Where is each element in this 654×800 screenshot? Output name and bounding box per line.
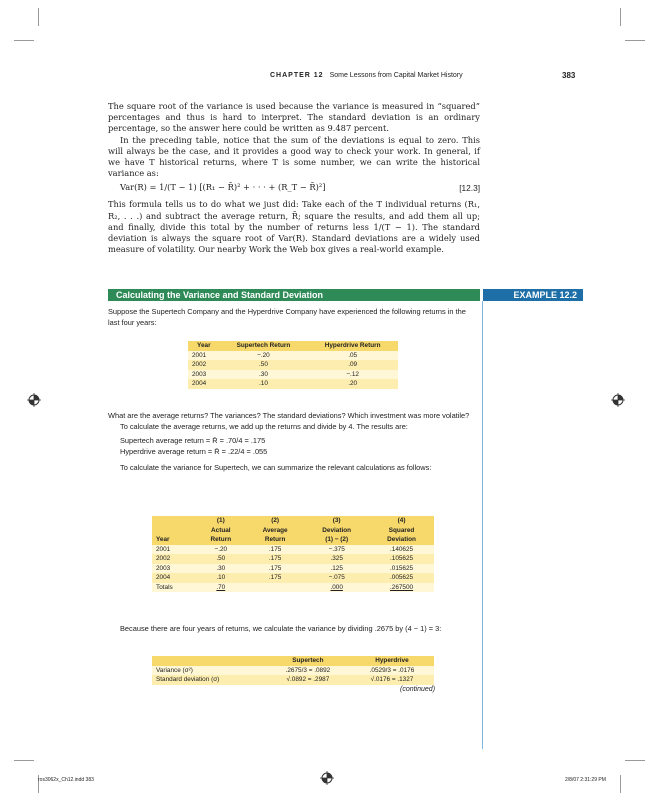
table-row bbox=[152, 573, 434, 583]
cell: .325 bbox=[330, 555, 343, 563]
cell: .05 bbox=[348, 351, 358, 359]
column-header: Supertech Return bbox=[236, 342, 291, 350]
table-header-row bbox=[188, 341, 398, 351]
cell: .175 bbox=[268, 555, 282, 563]
cell: 2003 bbox=[192, 370, 207, 378]
cell: .30 bbox=[216, 564, 226, 572]
paragraph: This formula tells us to do what we just did: Take each of the T individual returns (R₁, R₂, . . .) and subtract the average return, R̄; square the results, and add them all up; and finally, divide this total by the number of returns less 1/(T − 1). The standard deviation is always the square root of Var(R). Standard deviations are a widely used measure of volatility. Our nearby Work the Web box gives a real-world example. bbox=[108, 199, 480, 255]
cell: −.375 bbox=[328, 545, 345, 553]
cell: .50 bbox=[259, 361, 268, 369]
registration-mark-icon bbox=[320, 771, 334, 785]
cell: .70 bbox=[216, 583, 226, 591]
cell: .20 bbox=[348, 380, 358, 388]
paragraph: In the preceding table, notice that the sum of the deviations is equal to zero. This will always be the case, and it provides a good way to check your work. In general, if we have T historical returns, where T is some number, we can write the historical variance as: bbox=[108, 134, 480, 179]
example-question bbox=[108, 411, 476, 474]
column-header: Hyperdrive bbox=[375, 657, 409, 665]
formula-text: Var(R) = 1/(T − 1) [(R₁ − R̄)² + · · · + (R_T − R̄)²] bbox=[120, 182, 326, 193]
paragraph: What are the average returns? The variances? The standard deviations? Which investment was more volatile? bbox=[108, 411, 470, 420]
table-header-row bbox=[152, 535, 434, 545]
column-header: Year bbox=[156, 536, 170, 544]
continued-note: (continued) bbox=[400, 686, 436, 693]
timestamp-slug: 2/8/07 2:31:29 PM bbox=[565, 777, 606, 783]
table-row bbox=[188, 379, 398, 389]
cell: .30 bbox=[259, 370, 268, 378]
column-number: (2) bbox=[271, 517, 280, 525]
cell: .10 bbox=[216, 574, 226, 582]
page-number: 383 bbox=[562, 71, 576, 80]
file-slug: ros3062x_Ch12.indd 383 bbox=[38, 777, 94, 783]
crop-mark bbox=[625, 40, 645, 41]
crop-mark bbox=[14, 760, 34, 761]
cell: √.0176 = .1327 bbox=[370, 676, 414, 684]
cell: 2001 bbox=[156, 545, 171, 553]
example-label: EXAMPLE 12.2 bbox=[483, 289, 583, 301]
cell: .175 bbox=[268, 545, 282, 553]
table-header-row bbox=[152, 526, 434, 536]
cell: .125 bbox=[330, 564, 343, 572]
table-header-row bbox=[152, 516, 434, 526]
cell: .140625 bbox=[389, 545, 414, 553]
table-row bbox=[152, 675, 434, 685]
cell: .10 bbox=[259, 380, 268, 388]
table-row bbox=[152, 564, 434, 574]
cell: 2002 bbox=[156, 555, 171, 563]
column-header: Actual bbox=[211, 526, 231, 534]
body-text bbox=[108, 101, 480, 255]
cell: 2001 bbox=[192, 351, 207, 359]
table-row bbox=[188, 370, 398, 380]
column-header: (1) − (2) bbox=[325, 536, 349, 544]
table-row bbox=[152, 554, 434, 564]
column-header: Return bbox=[210, 536, 232, 544]
cell: −.075 bbox=[328, 574, 345, 582]
formula-number: [12.3] bbox=[459, 183, 480, 194]
crop-mark bbox=[14, 40, 34, 41]
example-divider bbox=[482, 301, 483, 749]
cell: −.12 bbox=[346, 370, 359, 378]
example-variance-note bbox=[108, 624, 476, 635]
column-header: Deviation bbox=[387, 536, 416, 544]
table-row bbox=[188, 360, 398, 370]
column-header: Return bbox=[264, 536, 286, 544]
variance-formula bbox=[120, 182, 480, 196]
cell: .0529/3 = .0176 bbox=[369, 666, 415, 674]
crop-mark bbox=[38, 8, 39, 26]
average-supertech: Supertech average return = R̄ = .70/4 = .175 bbox=[120, 436, 266, 445]
paragraph: The square root of the variance is used because the variance is measured in “squared” percentages and thus is hard to interpret. The standard deviation is an ordinary percentage, so the answer here could be written as 9.487 percent. bbox=[108, 101, 480, 134]
chapter-label: CHAPTER 12 bbox=[270, 72, 324, 79]
column-header: Deviation bbox=[322, 526, 352, 534]
cell: .09 bbox=[348, 361, 358, 369]
cell: Variance (σ²) bbox=[156, 666, 193, 674]
average-hyperdrive: Hyperdrive average return = R̄ = .22/4 = .055 bbox=[120, 446, 268, 456]
cell: .175 bbox=[268, 564, 282, 572]
cell bbox=[246, 583, 304, 593]
totals-row bbox=[152, 583, 434, 593]
running-header bbox=[270, 72, 463, 79]
example-intro bbox=[108, 307, 476, 328]
column-number: (4) bbox=[397, 517, 406, 525]
cell: √.0892 = .2987 bbox=[286, 676, 330, 684]
example-banner: Calculating the Variance and Standard Deviation bbox=[108, 289, 480, 301]
registration-mark-icon bbox=[611, 393, 625, 407]
table-row bbox=[188, 351, 398, 361]
section-title: Some Lessons from Capital Market History bbox=[329, 72, 463, 79]
cell: 2004 bbox=[156, 574, 171, 582]
cell: 2004 bbox=[192, 380, 207, 388]
cell: .000 bbox=[330, 583, 343, 591]
cell: .267500 bbox=[389, 583, 414, 591]
cell: −.20 bbox=[214, 545, 228, 553]
variance-calc-table bbox=[152, 516, 434, 592]
cell: .015625 bbox=[389, 564, 414, 572]
column-header: Hyperdrive Return bbox=[324, 342, 381, 350]
crop-mark bbox=[620, 775, 621, 793]
paragraph: To calculate the average returns, we add up the returns and divide by 4. The results are: bbox=[120, 421, 408, 431]
column-number: (3) bbox=[332, 517, 341, 525]
column-header: Supertech bbox=[292, 657, 324, 665]
cell: Totals bbox=[156, 583, 173, 591]
column-number: (1) bbox=[216, 517, 225, 525]
column-header: Average bbox=[262, 526, 288, 534]
cell: Standard deviation (σ) bbox=[156, 676, 220, 684]
paragraph: To calculate the variance for Supertech, we can summarize the relevant calculations as follows: bbox=[120, 463, 432, 472]
cell: 2003 bbox=[156, 564, 171, 572]
table-row bbox=[152, 545, 434, 555]
table-header-row bbox=[152, 656, 434, 666]
cell: .105625 bbox=[389, 555, 414, 563]
returns-table bbox=[188, 341, 398, 389]
registration-mark-icon bbox=[27, 393, 41, 407]
cell: .005625 bbox=[389, 574, 414, 582]
cell: .50 bbox=[216, 555, 226, 563]
crop-mark bbox=[625, 760, 645, 761]
variance-summary-table bbox=[152, 656, 434, 685]
crop-mark bbox=[620, 8, 621, 26]
column-header: Squared bbox=[388, 526, 415, 534]
cell: 2002 bbox=[192, 361, 207, 369]
column-header: Year bbox=[197, 342, 211, 350]
paragraph: Because there are four years of returns, we calculate the variance by dividing .2675 by (4 − 1) = 3: bbox=[120, 624, 442, 633]
table-row bbox=[152, 666, 434, 676]
cell: .175 bbox=[268, 574, 282, 582]
cell: −.20 bbox=[257, 351, 270, 359]
paragraph: Suppose the Supertech Company and the Hyperdrive Company have experienced the following returns in the last four years: bbox=[108, 307, 466, 327]
cell: .2675/3 = .0892 bbox=[285, 666, 331, 674]
